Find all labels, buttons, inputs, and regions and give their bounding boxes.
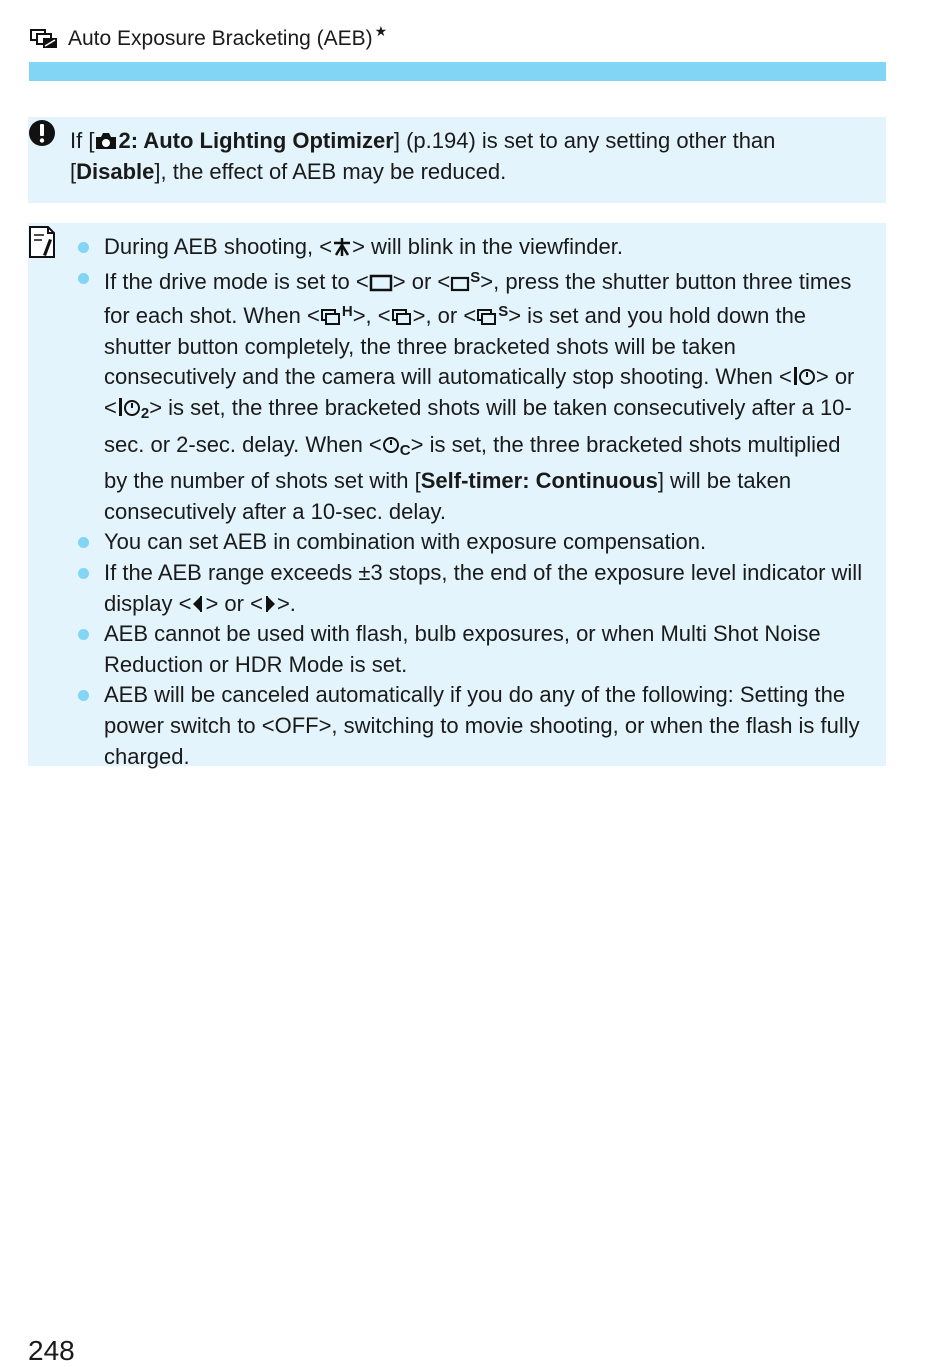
page-title: Auto Exposure Bracketing (AEB) xyxy=(68,27,373,50)
memo-icon xyxy=(28,225,56,259)
bullet xyxy=(78,273,89,284)
continuous-icon xyxy=(391,308,413,326)
list-item: AEB will be canceled automatically if you do any of the following: Setting the power switch to <OFF>, switching to movie shooting, or when the flash is fully charged. xyxy=(76,680,866,772)
asterisk-icon xyxy=(332,237,352,257)
header-bar xyxy=(29,62,886,81)
bullet xyxy=(78,537,89,548)
self-timer-icon xyxy=(382,433,400,455)
single-shot-icon xyxy=(450,274,470,292)
bullet xyxy=(78,629,89,640)
camera-icon xyxy=(94,131,118,151)
arrow-left-icon xyxy=(191,594,205,614)
caution-text: If [ 2: Auto Lighting Optimizer] (p.194) is set to any setting other than [Disable], the effect of AEB may be reduced. xyxy=(70,128,776,184)
list-item: You can set AEB in combination with exposure compensation. xyxy=(76,527,866,558)
notes-box xyxy=(28,223,886,769)
list-item: AEB cannot be used with flash, bulb exposures, or when Multi Shot Noise Reduction or HDR Mode is set. xyxy=(76,619,866,680)
aeb-icon xyxy=(30,28,60,50)
star-mark: ★ xyxy=(374,22,388,39)
notes-list xyxy=(76,232,866,772)
caution-icon xyxy=(28,119,56,147)
single-shot-icon xyxy=(369,274,393,292)
continuous-icon xyxy=(320,308,342,326)
option-disable: Disable xyxy=(76,159,155,184)
bullet xyxy=(78,242,89,253)
self-timer-icon xyxy=(792,365,816,387)
caution-box xyxy=(28,117,886,203)
continuous-icon xyxy=(476,308,498,326)
setting-name: Self-timer: Continuous xyxy=(420,468,658,494)
arrow-right-icon xyxy=(263,594,277,614)
list-item: During AEB shooting, < > will blink in the viewfinder. xyxy=(76,232,866,263)
menu-name: 2: Auto Lighting Optimizer xyxy=(118,128,394,153)
section-header xyxy=(30,22,388,52)
page-number: 248 xyxy=(28,1335,75,1366)
bullet xyxy=(78,568,89,579)
list-item: If the drive mode is set to < > or < $^S$>, press the shutter button three times for each shot. When < $^H$>, < >, or < $^S$> is set and you hold down the shutter button completely, the three bracketed shots will be taken consecutively and the camera will automatically stop shooting. When < > or < $_2$> is set, the three bracketed shots will be taken consecutively after a 10-sec. or 2-sec. delay. When < $_C$> is set, the three bracketed shots multiplied by the number of shots set with [Self-timer: Continuous] will be taken consecutively after a 10-sec. delay. xyxy=(76,263,866,528)
bullet xyxy=(78,690,89,701)
self-timer-icon xyxy=(117,396,141,418)
list-item: If the AEB range exceeds ±3 stops, the end of the exposure level indicator will display < > or < >. xyxy=(76,558,866,619)
